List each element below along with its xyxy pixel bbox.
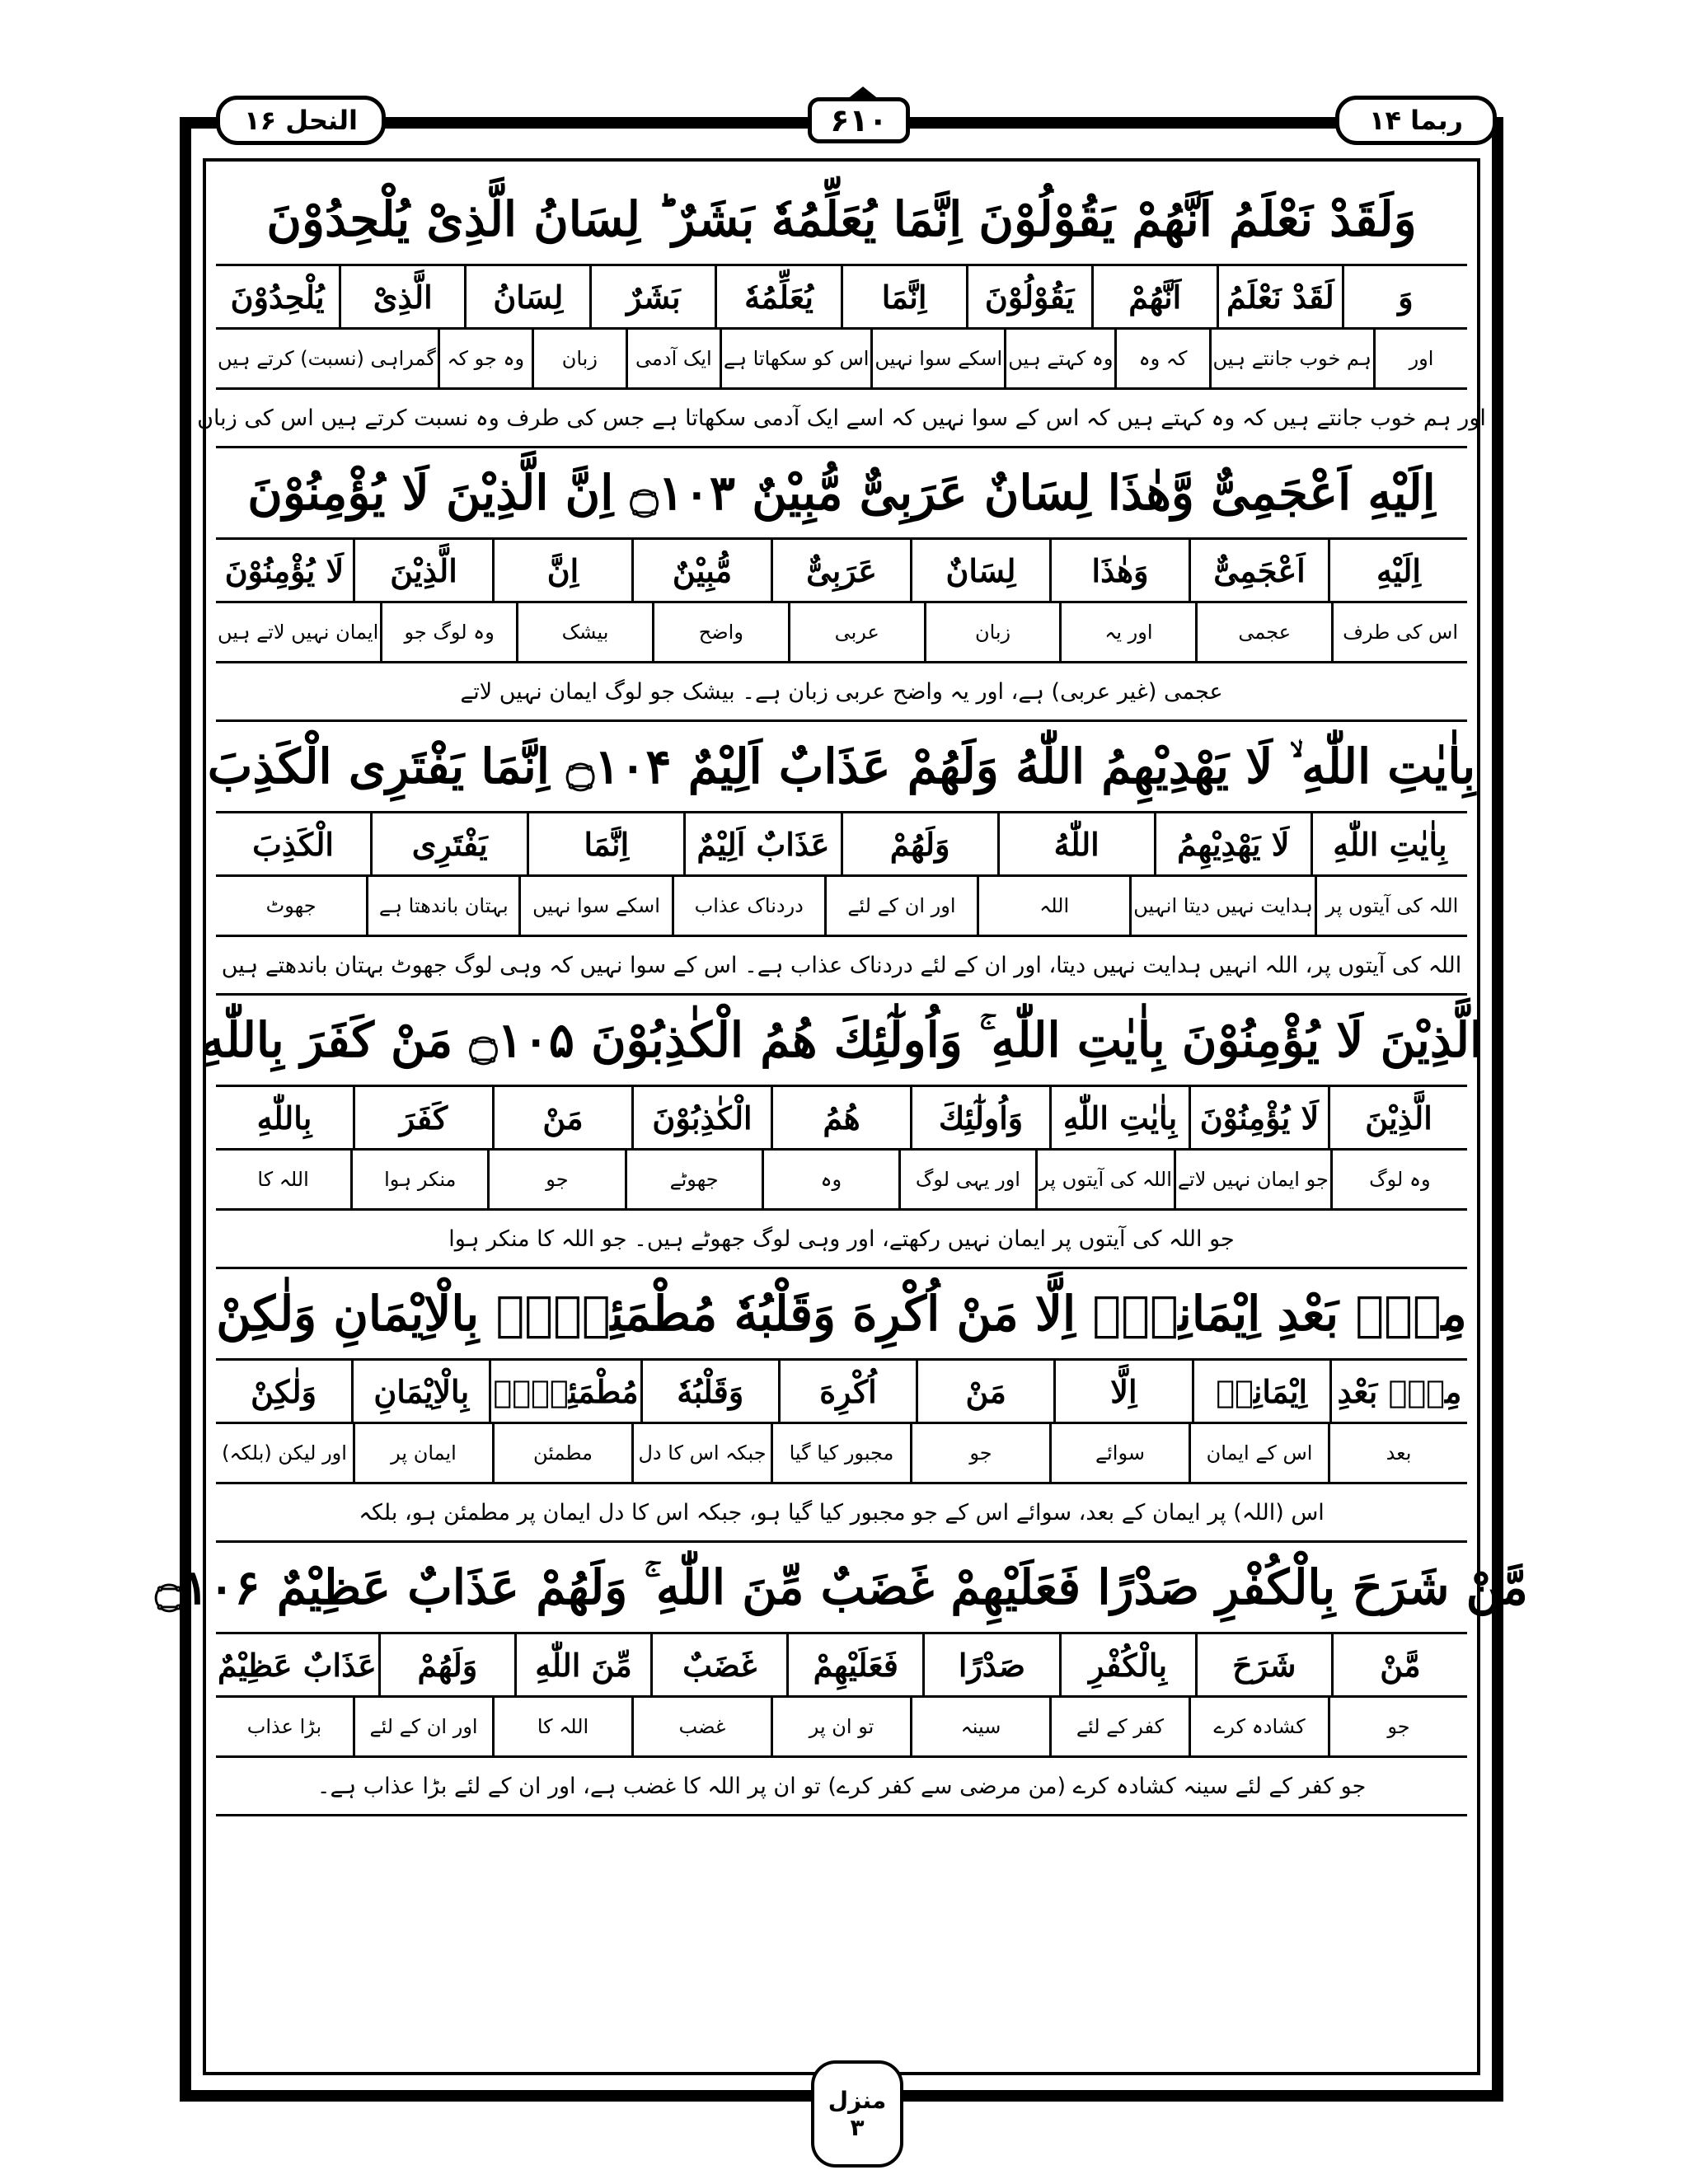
word-meaning: بعد [1328, 1424, 1467, 1482]
word-meaning: سوائے [1049, 1424, 1189, 1482]
word-meaning: کفر کے لئے [1049, 1698, 1189, 1755]
word-meaning: زبان [532, 330, 626, 387]
arabic-word: اَعْجَمِیٌّ [1189, 540, 1328, 601]
arabic-word: مِّنَ اللّٰهِ [514, 1634, 650, 1695]
urdu-translation: اور ہم خوب جانتے ہیں کہ وہ کہتے ہیں کہ اس کے سوا نہیں کہ اسے ایک آدمی سکھاتا ہے جس کی طرف وہ نسبت کرتے ہیں اس کی زبان [216, 390, 1467, 448]
arabic-word: الَّذِيْنَ [1328, 1087, 1467, 1148]
arabic-verse-line: مِنْۢ بَعْدِ اِيْمَانِهٖۤ اِلَّا مَنْ اُكْرِهَ وَقَلْبُهٗ مُطْمَئِنٌّۢ بِالْاِيْمَانِ وَلٰكِنْ [216, 1269, 1467, 1361]
word-meaning: وہ [762, 1151, 898, 1208]
word-meaning: بڑا عذاب [246, 1715, 322, 1738]
word-meaning: واضح [652, 603, 788, 661]
arabic-verse-line: وَلَقَدْ نَعْلَمُ اَنَّهُمْ يَقُوْلُوْنَ اِنَّمَا يُعَلِّمُهٗ بَشَرٌ ؕ لِسَانُ الَّذِیْ يُلْحِدُوْنَ [216, 175, 1467, 266]
word-meaning: غضب [631, 1698, 771, 1755]
arabic-word: لَا يَهْدِيْهِمُ [1154, 813, 1311, 874]
word-meaning: اسکے سوا نہیں [870, 330, 1004, 387]
word-meaning: وہ لوگ [1330, 1151, 1467, 1208]
meaning-grid [216, 603, 1467, 663]
arabic-word: وَلَهُمْ [841, 813, 997, 874]
arabic-word: لِسَانُ [464, 266, 589, 327]
arabic-word: وَلٰكِنْ [251, 1372, 316, 1410]
arabic-word: مُطْمَئِنٌّۢ [489, 1361, 640, 1422]
arabic-word: لِسَانٌ [910, 540, 1049, 601]
word-grid [216, 1361, 1467, 1424]
word-meaning: اللہ کا [257, 1168, 309, 1191]
arabic-word: الْكٰذِبُوْنَ [631, 1087, 771, 1148]
page-number: ۶۱۰ [808, 97, 910, 143]
word-meaning: ایمان پر [353, 1424, 492, 1482]
arabic-word: بِاللّٰهِ [256, 1099, 312, 1137]
word-meaning: وہ جو کہ [438, 330, 532, 387]
arabic-word: الْكَذِبَ [252, 825, 334, 863]
word-meaning: اس کی طرف [1331, 603, 1467, 661]
word-meaning: اور [1373, 330, 1467, 387]
word-meaning: جو [487, 1151, 624, 1208]
arabic-word: عَرَبِیٌّ [771, 540, 910, 601]
meaning-grid [216, 1151, 1467, 1211]
arabic-word: اِنَّ [492, 540, 631, 601]
arabic-word: هُمُ [771, 1087, 910, 1148]
word-meaning: وہ لوگ جو [380, 603, 516, 661]
arabic-verse-line: الَّذِيْنَ لَا يُؤْمِنُوْنَ بِاٰيٰتِ اللّٰهِ ۚ وَاُولٰٓئِكَ هُمُ الْكٰذِبُوْنَ ۝۱۰۵ مَنْ كَفَرَ بِاللّٰهِ [216, 996, 1467, 1087]
meaning-grid [216, 877, 1467, 937]
arabic-word: وَهٰذَا [1049, 540, 1189, 601]
word-meaning: وہ کہتے ہیں [1004, 330, 1114, 387]
word-meaning: جھوٹے [625, 1151, 762, 1208]
word-meaning: زبان [924, 603, 1060, 661]
arabic-word: كَفَرَ [353, 1087, 492, 1148]
word-meaning: اللہ کی آیتوں پر [1315, 877, 1467, 935]
arabic-word: صَدْرًا [922, 1634, 1058, 1695]
arabic-word: اِلَّا [1053, 1361, 1191, 1422]
word-meaning: دردناک عذاب [672, 877, 824, 935]
arabic-word: وَ [1342, 266, 1467, 327]
word-meaning: جو [910, 1424, 1049, 1482]
arabic-word: بِالْاِيْمَانِ [351, 1361, 489, 1422]
arabic-word: بَشَرٌ [589, 266, 715, 327]
arabic-word: اُكْرِهَ [778, 1361, 916, 1422]
arabic-word: اِيْمَانِهٖ [1192, 1361, 1329, 1422]
manzil-number: ۳ [850, 2114, 865, 2141]
arabic-word: اَنَّهُمْ [1091, 266, 1217, 327]
word-meaning: مجبور کیا گیا [771, 1424, 910, 1482]
arabic-word: لَقَدْ نَعْلَمُ [1217, 266, 1342, 327]
arabic-word: لَا يُؤْمِنُوْنَ [1189, 1087, 1328, 1148]
word-meaning: بیشک [516, 603, 652, 661]
arabic-word: اِلَيْهِ [1328, 540, 1467, 601]
word-meaning: جھوٹ [265, 894, 316, 917]
word-meaning: کہ وہ [1114, 330, 1208, 387]
word-meaning: بہتان باندھتا ہے [366, 877, 518, 935]
arabic-word: عَذَابٌ عَظِيْمٌ [217, 1646, 377, 1684]
manzil-marker [811, 2060, 903, 2168]
word-meaning: منکر ہوا [350, 1151, 487, 1208]
word-grid [216, 266, 1467, 330]
arabic-word: مَنْ [492, 1087, 631, 1148]
arabic-word: شَرَحَ [1195, 1634, 1331, 1695]
arabic-word: اِنَّمَا [841, 266, 966, 327]
arabic-word: فَعَلَيْهِمْ [786, 1634, 922, 1695]
verse-section [197, 175, 1486, 448]
arabic-word: مُّبِيْنٌ [631, 540, 771, 601]
urdu-translation: اس (اللہ) پر ایمان کے بعد، سوائے اس کے جو مجبور کیا گیا ہو، جبکہ اس کا دل ایمان پر مطمئن ہو، بلکہ [216, 1484, 1467, 1543]
urdu-translation: جو کفر کے لئے سینہ کشادہ کرے (من مرضی سے کفر کرے) تو ان پر اللہ کا غضب ہے، اور ان کے لئے بڑا عذاب ہے۔ [216, 1758, 1467, 1816]
word-meaning: اور ان کے لئے [824, 877, 977, 935]
meaning-grid [216, 330, 1467, 390]
urdu-translation: جو اللہ کی آیتوں پر ایمان نہیں رکھتے، اور وہی لوگ جھوٹے ہیں۔ جو اللہ کا منکر ہوا [216, 1211, 1467, 1269]
arabic-word: وَاُولٰٓئِكَ [910, 1087, 1049, 1148]
word-meaning: اسکے سوا نہیں [518, 877, 671, 935]
word-meaning: عربی [788, 603, 924, 661]
arabic-word: غَضَبٌ [650, 1634, 786, 1695]
word-meaning: اس کے ایمان [1189, 1424, 1328, 1482]
word-meaning: اللہ [977, 877, 1129, 935]
arabic-word: يَقُوْلُوْنَ [966, 266, 1091, 327]
arabic-word: الَّذِيْنَ [353, 540, 492, 601]
urdu-translation: عجمی (غیر عربی) ہے، اور یہ واضح عربی زبان ہے۔ بیشک جو لوگ ایمان نہیں لاتے [216, 663, 1467, 722]
arabic-word: يُعَلِّمُهٗ [715, 266, 840, 327]
arabic-verse-line: بِاٰيٰتِ اللّٰهِ ۙ لَا يَهْدِيْهِمُ اللّٰهُ وَلَهُمْ عَذَابٌ اَلِيْمٌ ۝۱۰۴ اِنَّمَا يَفْتَرِی الْكَذِبَ [216, 722, 1467, 813]
verse-section [155, 1543, 1528, 1816]
word-meaning: سینہ [910, 1698, 1049, 1755]
word-grid [216, 540, 1467, 603]
word-meaning: اور یہ [1059, 603, 1195, 661]
para-label: ربما ۱۴ [1335, 96, 1497, 145]
word-meaning: ایمان نہیں لاتے ہیں [217, 621, 379, 644]
word-meaning: ہدایت نہیں دیتا انہیں [1129, 877, 1315, 935]
arabic-word: مَّنْ [1331, 1634, 1467, 1695]
word-meaning: اور ان کے لئے [353, 1698, 492, 1755]
arabic-word: مَنْ [916, 1361, 1053, 1422]
word-meaning: عجمی [1195, 603, 1331, 661]
meaning-grid [216, 1698, 1467, 1758]
meaning-grid [216, 1424, 1467, 1484]
word-meaning: جو [1328, 1698, 1467, 1755]
word-meaning: اور لیکن (بلکہ) [222, 1441, 347, 1465]
word-meaning: اس کو سکھاتا ہے [720, 330, 871, 387]
urdu-translation: اللہ کی آیتوں پر، اللہ انہیں ہدایت نہیں دیتا، اور ان کے لئے دردناک عذاب ہے۔ اس کے سوا نہیں کہ وہی لوگ جھوٹ بہتان باندھتے ہیں [216, 937, 1467, 996]
word-meaning: اللہ کا [492, 1698, 631, 1755]
arabic-word: يُلْحِدُوْنَ [230, 278, 325, 316]
arabic-word: بِالْكُفْرِ [1059, 1634, 1195, 1695]
word-meaning: تو ان پر [771, 1698, 910, 1755]
verse-section [207, 722, 1476, 996]
arabic-word: بِاٰيٰتِ اللّٰهِ [1049, 1087, 1189, 1148]
arabic-word: عَذَابٌ اَلِيْمٌ [683, 813, 840, 874]
word-meaning: گمراہی (نسبت) کرتے ہیں [218, 347, 436, 370]
word-grid [216, 813, 1467, 877]
content-area [155, 175, 1528, 2021]
word-meaning: اللہ کی آیتوں پر [1035, 1151, 1174, 1208]
arabic-word: اللّٰهُ [997, 813, 1154, 874]
word-meaning: مطمئن [492, 1424, 631, 1482]
verse-section [216, 1269, 1467, 1543]
arabic-word: مِنْۢ بَعْدِ [1329, 1361, 1467, 1422]
surah-label: النحل ۱۶ [216, 96, 386, 145]
arabic-verse-line: مَّنْ شَرَحَ بِالْكُفْرِ صَدْرًا فَعَلَيْهِمْ غَضَبٌ مِّنَ اللّٰهِ ۚ وَلَهُمْ عَذَابٌ عَظِيْمٌ ۝۱۰۶ [216, 1543, 1467, 1634]
word-meaning: اور یہی لوگ [898, 1151, 1035, 1208]
word-grid [216, 1087, 1467, 1151]
manzil-label: منزل [828, 2087, 887, 2114]
word-meaning: ہم خوب جانتے ہیں [1209, 330, 1373, 387]
word-meaning: کشادہ کرے [1189, 1698, 1328, 1755]
word-meaning: ایک آدمی [626, 330, 720, 387]
arabic-word: الَّذِیْ [339, 266, 464, 327]
arabic-word: بِاٰيٰتِ اللّٰهِ [1311, 813, 1467, 874]
word-grid [216, 1634, 1467, 1698]
arabic-verse-line: اِلَيْهِ اَعْجَمِیٌّ وَّهٰذَا لِسَانٌ عَرَبِیٌّ مُّبِيْنٌ ۝۱۰۳ اِنَّ الَّذِيْنَ لَا يُؤْمِنُوْنَ [216, 448, 1467, 540]
word-meaning: جبکہ اس کا دل [631, 1424, 771, 1482]
word-meaning: جو ایمان نہیں لاتے [1174, 1151, 1330, 1208]
verse-section [199, 996, 1484, 1269]
arabic-word: وَقَلْبُهٗ [640, 1361, 778, 1422]
arabic-word: يَفْتَرِی [370, 813, 527, 874]
arabic-word: اِنَّمَا [527, 813, 683, 874]
verse-section [216, 448, 1467, 722]
arabic-word: لَا يُؤْمِنُوْنَ [224, 551, 345, 589]
arabic-word: وَلَهُمْ [378, 1634, 514, 1695]
